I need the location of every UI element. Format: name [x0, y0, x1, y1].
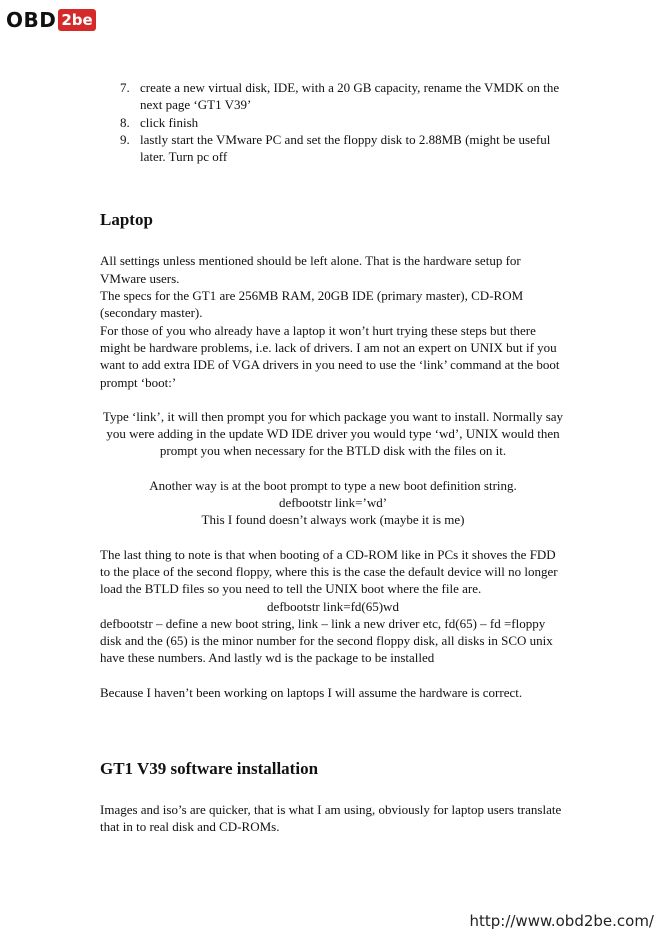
logo-badge: 2be — [58, 9, 95, 31]
list-item — [100, 131, 566, 166]
boot-command: defbootstr link=’wd’ — [278, 495, 388, 511]
laptop-paragraph: All settings unless mentioned should be left alone. That is the hardware setup for VMware users. — [100, 253, 521, 286]
laptop-paragraph: The specs for the GT1 are 256MB RAM, 20GB IDE (primary master), CD-ROM (secondary master). — [100, 288, 524, 321]
step-text: lastly start the VMware PC and set the floppy disk to 2.88MB (might be useful later. Turn pc off — [140, 131, 551, 165]
step-text: click finish — [140, 114, 199, 130]
step-number: 8. — [120, 114, 130, 130]
step-text: create a new virtual disk, IDE, with a 20 GB capacity, rename the VMDK on the next page ‘GT1 V39’ — [140, 80, 560, 113]
link-instructions: Type ‘link’, it will then prompt you for which package you want to install. Normally say you were adding in the update WD IDE driver you would type ‘wd’, UNIX would then prompt you when necessary for the BTLD disk with the files on it. — [102, 408, 564, 459]
document-body — [100, 79, 566, 836]
step-number: 9. — [120, 131, 130, 147]
laptop-heading: Laptop — [100, 210, 153, 230]
software-heading: GT1 V39 software installation — [100, 759, 319, 779]
boot-definition-text: Another way is at the boot prompt to type a new boot definition string. — [149, 477, 517, 493]
laptop-paragraph: For those of you who already have a laptop it won’t hurt trying these steps but there might be hardware problems, i.e. lack of drivers. I am not an expert on UNIX but if you want to add extra IDE of VGA drivers in you need to use the ‘link’ command at the boot prompt ‘boot:’ — [100, 322, 560, 390]
list-item — [100, 114, 566, 131]
boot-command: defbootstr link=fd(65)wd — [267, 598, 399, 614]
boot-note: This I found doesn’t always work (maybe it is me) — [201, 512, 465, 528]
cdrom-paragraph: The last thing to note is that when booting of a CD-ROM like in PCs it shoves the FDD to the place of the second floppy, where this is the case the default device will no longer load the BTLD files so you need to tell the UNIX boot where the file are. — [100, 546, 558, 597]
software-paragraph: Images and iso’s are quicker, that is what I am using, obviously for laptop users translate that in to real disk and CD-ROMs. — [100, 802, 562, 835]
step-number: 7. — [120, 80, 130, 95]
obd2be-logo — [6, 8, 96, 32]
footer-url: http://www.obd2be.com/ — [469, 912, 654, 930]
logo-text: OBD — [6, 8, 57, 32]
hardware-note: Because I haven’t been working on laptops I will assume the hardware is correct. — [100, 684, 523, 700]
list-item — [100, 79, 566, 114]
step-list — [100, 79, 566, 165]
command-explanation: defbootstr – define a new boot string, link – link a new driver etc, fd(65) – fd =floppy disk and the (65) is the minor number for the second floppy disk, all disks in SCO unix have these numbers. And lastly wd is the package to be installed — [100, 615, 553, 666]
